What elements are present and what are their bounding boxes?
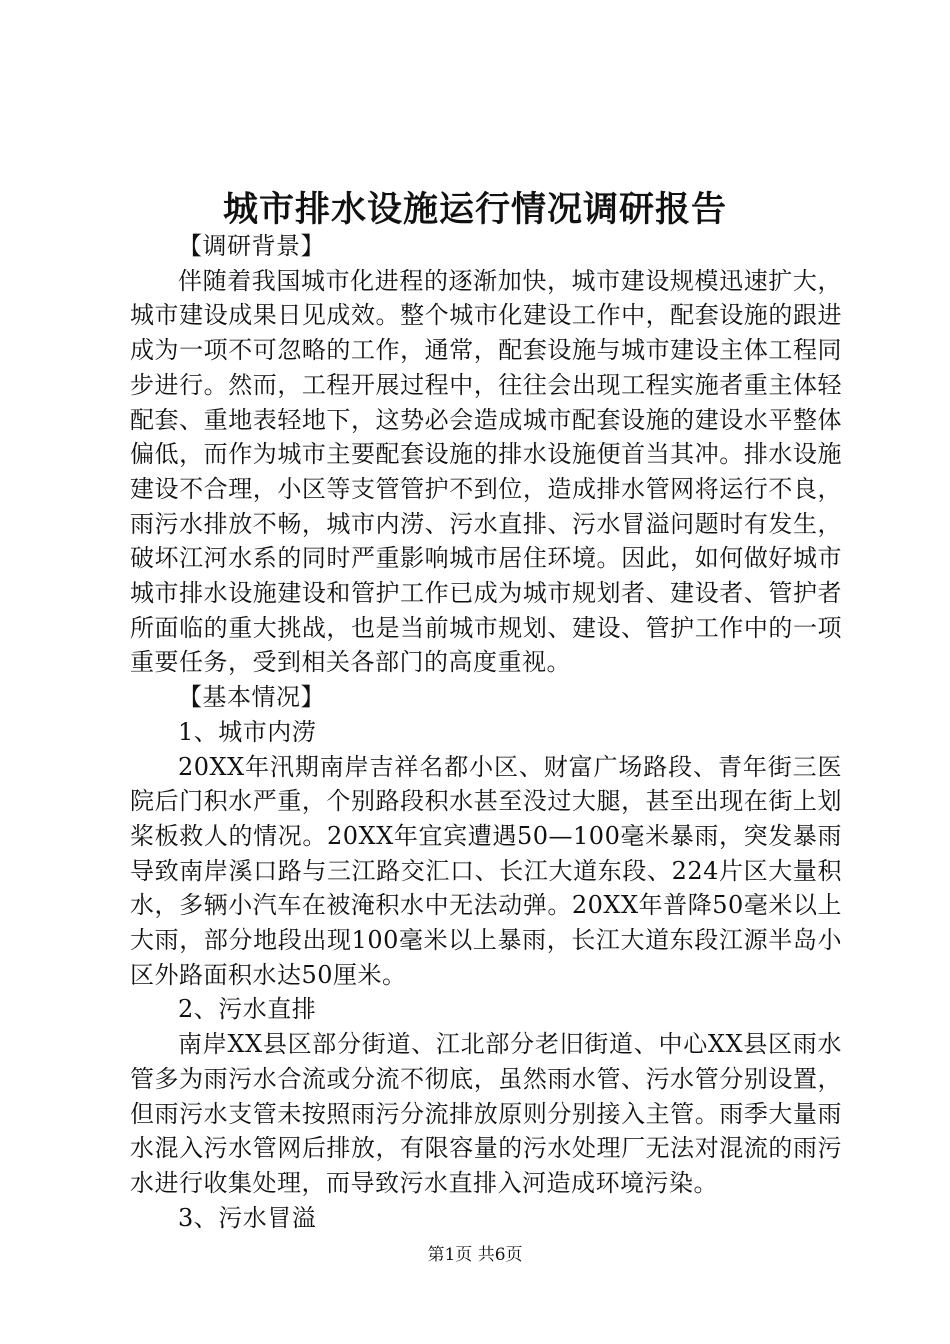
- page-footer: 第1页 共6页: [427, 1245, 523, 1265]
- section-heading-background: 【调研背景】: [178, 232, 325, 260]
- paragraph-urban-waterlogging: 20XX年汛期南岸吉祥名都小区、财富广场路段、青年街三医院后门积水严重，个别路段积水甚至没过大腿，甚至出现在街上划桨板救人的情况。20XX年宜宾遭遇50—100毫米暴雨，突发暴雨导致南岸溪口路与三江路交汇口、长江大道东段、224片区大量积水，多辆小汽车在被淹积水中无法动弹。20XX年普降50毫米以上大雨，部分地段出现100毫米以上暴雨，长江大道东段江源半岛小区外路面积水达50厘米。: [130, 752, 842, 989]
- subheading-urban-waterlogging: 1、城市内涝: [178, 717, 317, 746]
- document-body: [130, 229, 842, 1235]
- subheading-sewage-overflow: 3、污水冒溢: [178, 1203, 317, 1232]
- paragraph-sewage-direct-discharge: 南岸XX县区部分街道、江北部分老旧街道、中心XX县区雨水管多为雨污水合流或分流不彻底，虽然雨水管、污水管分别设置，但雨污水支管未按照雨污分流排放原则分别接入主管。雨季大量雨水混入污水管网后排放，有限容量的污水处理厂无法对混流的雨污水进行收集处理，而导致污水直排入河造成环境污染。: [130, 1030, 842, 1197]
- document-title: 城市排水设施运行情况调研报告: [222, 189, 727, 230]
- section-heading-basic-situation: 【基本情况】: [178, 683, 325, 712]
- paragraph-background: 伴随着我国城市化进程的逐渐加快，城市建设规模迅速扩大，城市建设成果日见成效。整个城市化建设工作中，配套设施的跟进成为一项不可忽略的工作，通常，配套设施与城市建设主体工程同步进行。然而，工程开展过程中，往往会出现工程实施者重主体轻配套、重地表轻地下，这势必会造成城市配套设施的建设水平整体偏低，而作为城市主要配套设施的排水设施便首当其冲。排水设施建设不合理，小区等支管管护不到位，造成排水管网将运行不良，雨污水排放不畅，城市内涝、污水直排、污水冒溢问题时有发生，破坏江河水系的同时严重影响城市居住环境。因此，如何做好城市城市排水设施建设和管护工作已成为城市规划者、建设者、管护者所面临的重大挑战，也是当前城市规划、建设、管护工作中的一项重要任务，受到相关各部门的高度重视。: [130, 266, 842, 677]
- subheading-sewage-direct-discharge: 2、污水直排: [178, 995, 317, 1024]
